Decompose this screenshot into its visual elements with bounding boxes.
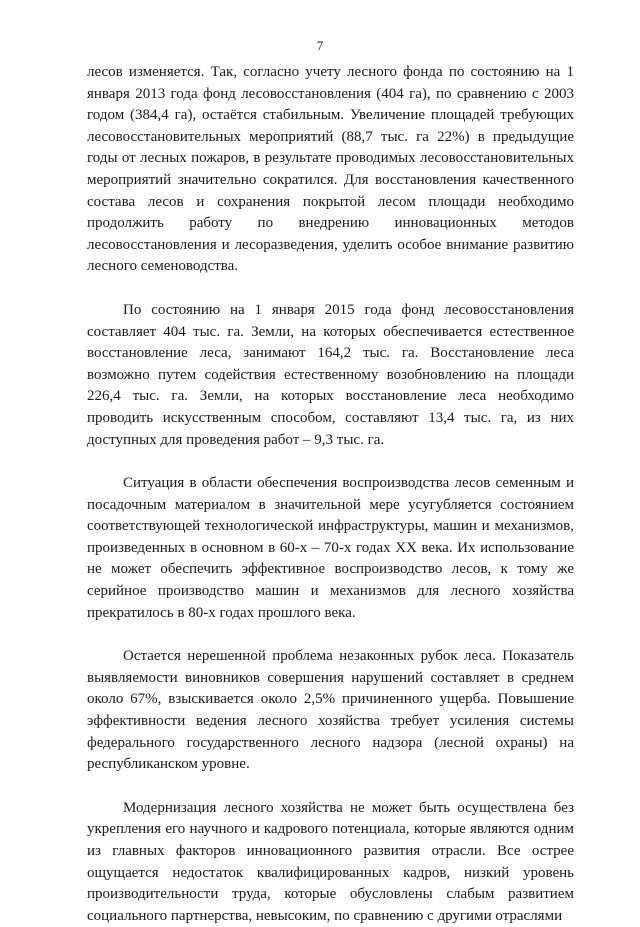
paragraph-modernization: Модернизация лесного хозяйства не может быть осуществлена без укрепления его научного и кадрового потенциала, которые являются одним из главных факторов инновационного развития отрасли. Все острее ощущается недостаток квалифицированных кадров, низкий уровень производительности труда, которые обусловлены слабым развитием социального партнерства, невысоким, по сравнению с другими отраслями xyxy=(87,799,574,924)
paragraph-illegal-logging: Остается нерешенной проблема незаконных рубок леса. Показатель выявляемости виновников совершения нарушений составляет в среднем около 67%, взыскивается около 2,5% причиненного ущерба. Повышение эффективности ведения лесного хозяйства требует усиления системы федерального государственного лесного надзора (лесной охраны) на республиканском уровне. xyxy=(87,648,574,773)
paragraph-reforestation-fund-continuation: лесов изменяется. Так, согласно учету лесного фонда по состоянию на 1 января 2013 года фонд лесовосстановления (404 га), по сравнению с 2003 годом (384,4 га), остаётся стабильным. Увеличение площадей требующих лесовосстановительных мероприятий (88,7 тыс. га 22%) в предыдущие годы от лесных пожаров, в результате проводимых лесовосстановительных мероприятий значительно сократился. Для восстановления качественного состава лесов и сохранения покрытой лесом площади необходимо продолжить работу по внедрению инновационных методов лесовосстановления и лесоразведения, уделить особое внимание развитию лесного семеноводства. xyxy=(87,64,574,275)
paragraph-reforestation-2015: По состоянию на 1 января 2015 года фонд лесовосстановления составляет 404 тыс. га. Земли, на которых обеспечивается естественное восстановление леса, занимают 164,2 тыс. га. Восстановление леса возможно путем содействия естественному возобновлению на площади 226,4 тыс. га. Земли, на которых восстановление леса необходимо проводить искусственным способом, составляют 13,4 тыс. га, из них доступных для проведения работ – 9,3 тыс. га. xyxy=(87,301,574,448)
paragraph-seed-planting-material: Ситуация в области обеспечения воспроизводства лесов семенным и посадочным материалом в значительной мере усугубляется состоянием соответствующей технологической инфраструктуры, машин и механизмов, произведенных в основном в 60-х – 70-х годах XX века. Их использование не может обеспечить эффективное воспроизводство лесов, к тому же серийное производство машин и механизмов для лесного хозяйства прекратилось в 80-х годах прошлого века. xyxy=(87,475,574,621)
page-number: 7 xyxy=(316,38,324,53)
body-text xyxy=(87,62,574,927)
